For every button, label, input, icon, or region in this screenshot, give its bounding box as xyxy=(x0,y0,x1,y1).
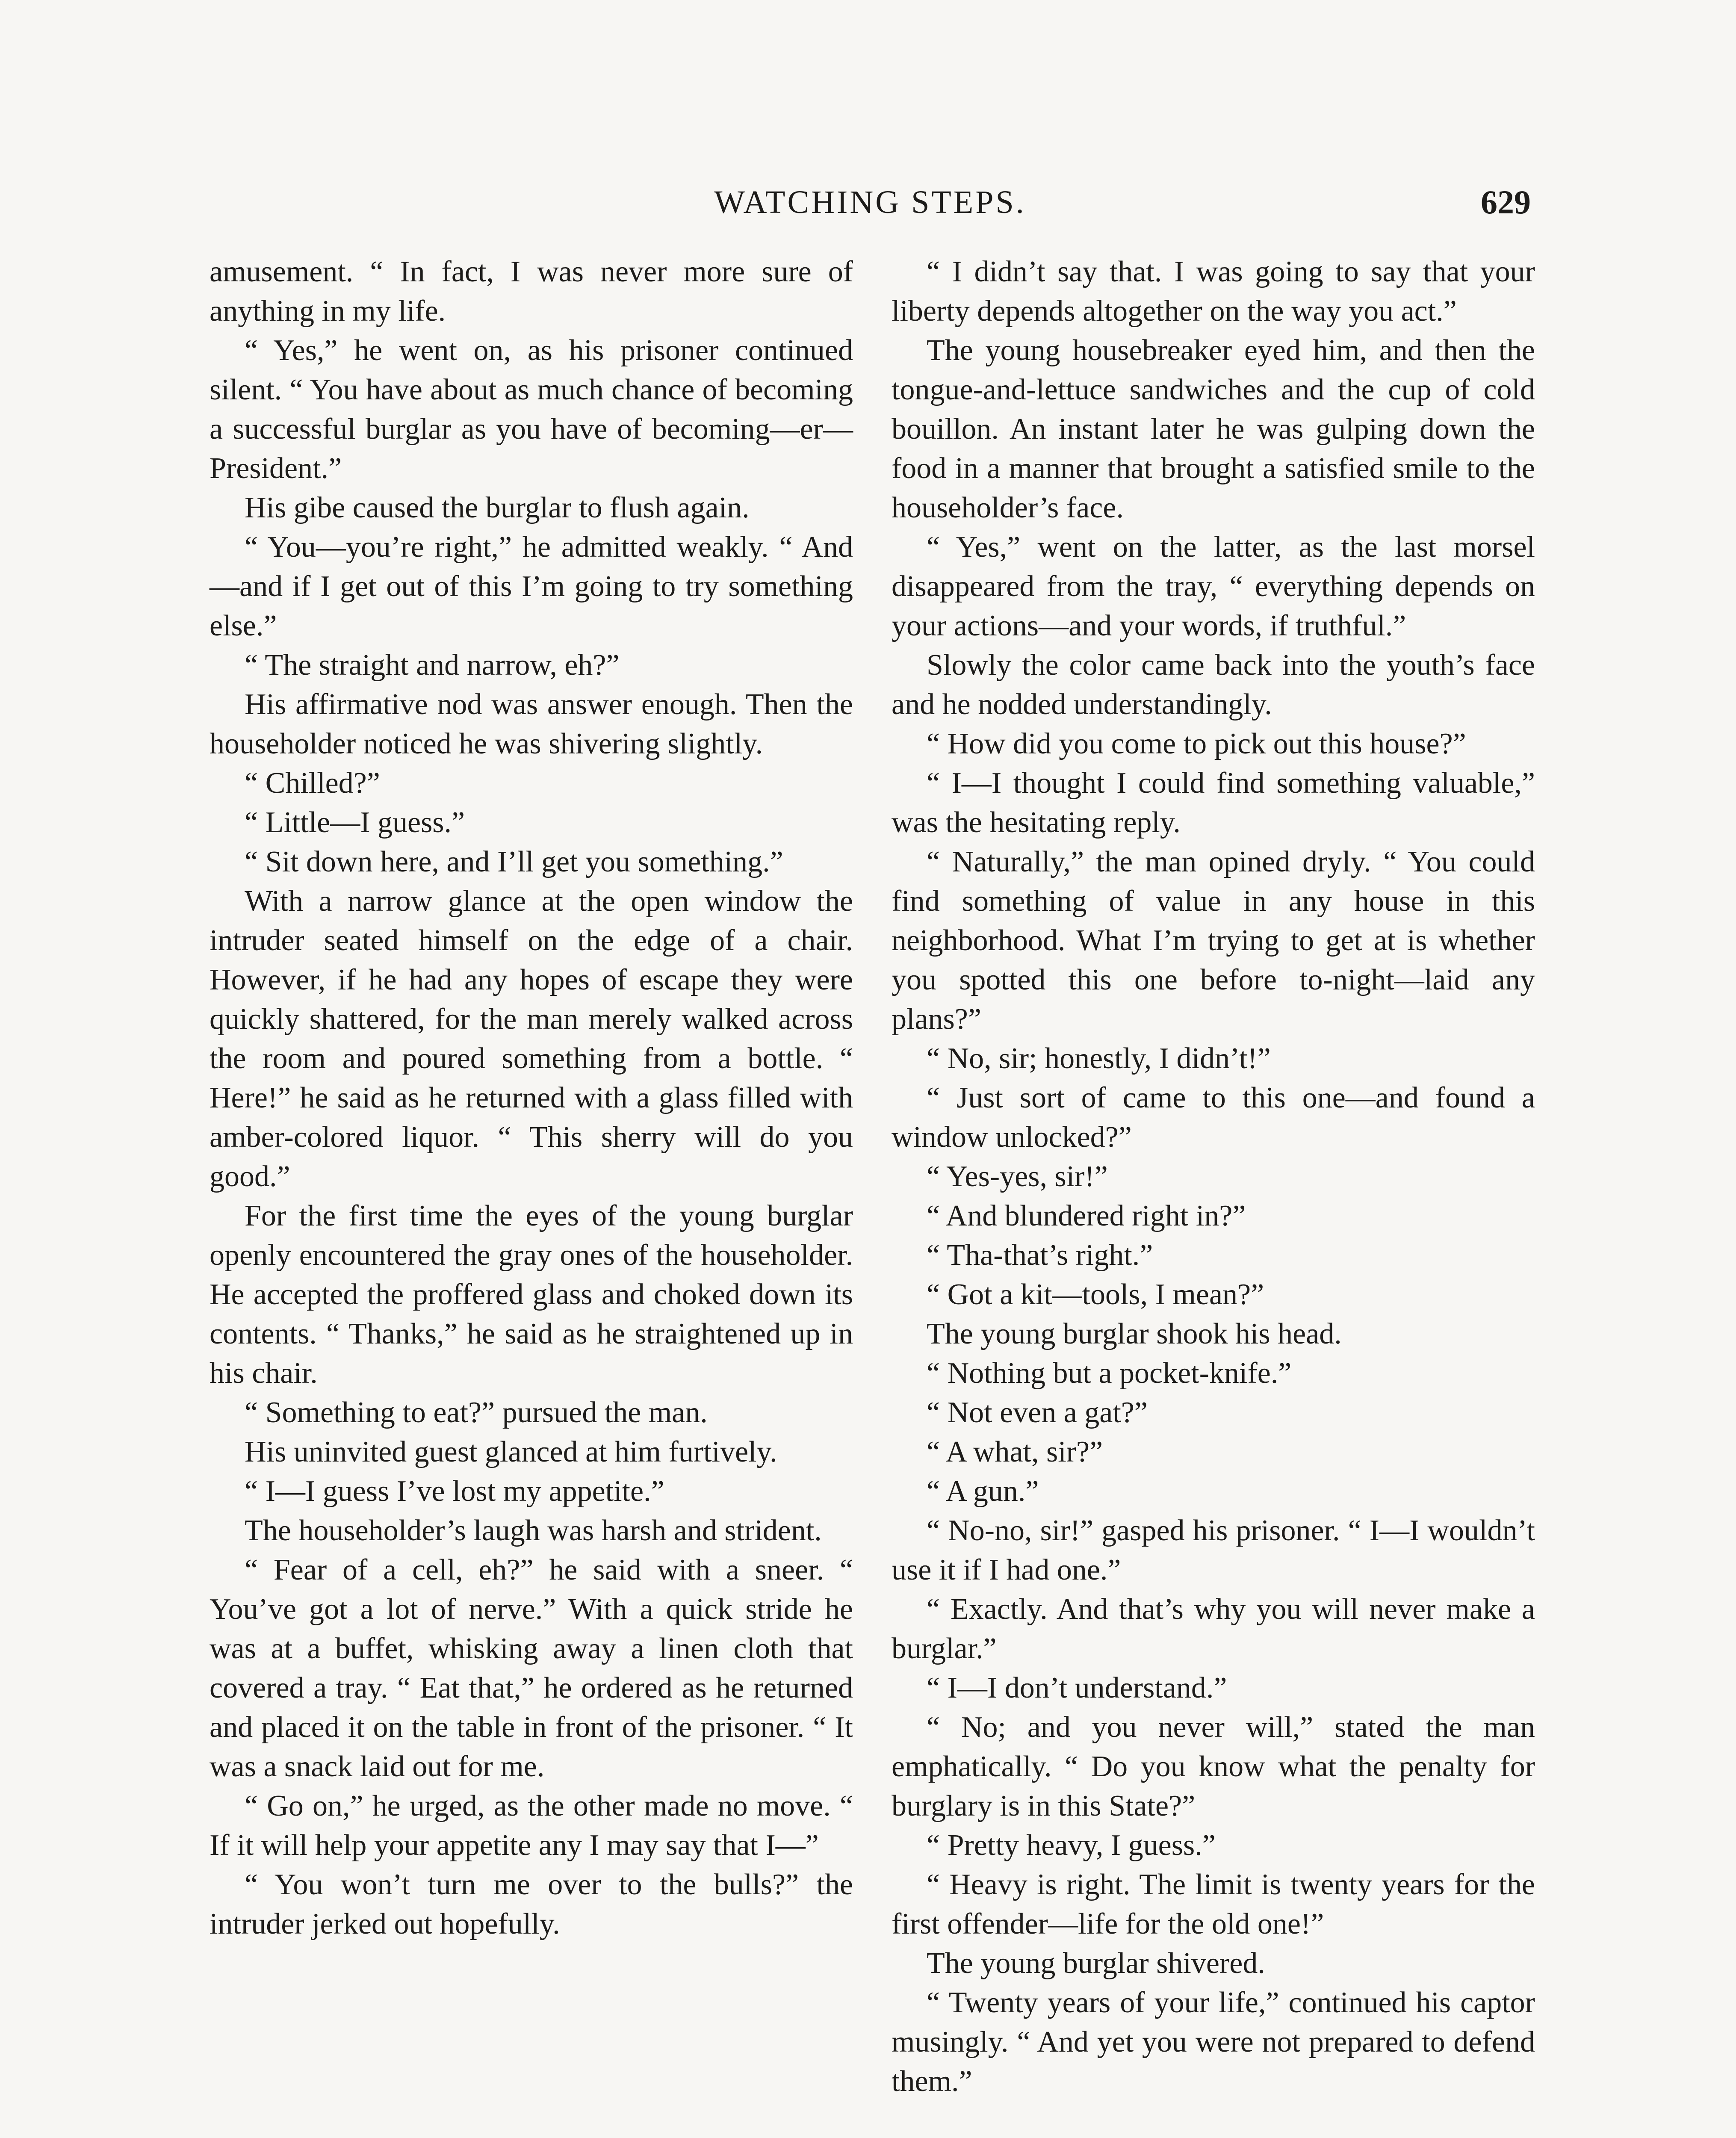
paragraph: Slowly the color came back into the youth’s face and he nodded understandingly. xyxy=(892,649,1535,721)
paragraph: “ Yes-yes, sir!” xyxy=(927,1160,1108,1193)
paragraph: “ Pretty heavy, I guess.” xyxy=(927,1829,1216,1862)
paragraph: “ No-no, sir!” gasped his prisoner. “ I—I wouldn’t use it if I had one.” xyxy=(892,1514,1535,1586)
paragraph: “ Something to eat?” pursued the man. xyxy=(245,1396,708,1429)
paragraph: “ Yes,” he went on, as his prisoner continued silent. “ You have about as much chance of becoming a successful burglar as you have of becoming—er—President.” xyxy=(210,334,853,485)
paragraph: “ A what, sir?” xyxy=(927,1435,1103,1468)
paragraph: “ No; and you never will,” stated the man emphatically. “ Do you know what the penalty for burglary is in this State?” xyxy=(892,1711,1535,1822)
page-number: 629 xyxy=(1481,183,1531,221)
paragraph: The young burglar shivered. xyxy=(927,1947,1265,1980)
paragraph: amusement. “ In fact, I was never more sure of anything in my life. xyxy=(210,255,853,328)
paragraph: “ Chilled?” xyxy=(245,767,380,800)
running-head: WATCHING STEPS. xyxy=(714,184,1026,220)
paragraph: The young burglar shook his head. xyxy=(927,1317,1342,1350)
paragraph: “ Naturally,” the man opined dryly. “ You could find something of value in any house in this neighborhood. What I’m trying to get at is whether you spotted this one before to-night—laid any plans?” xyxy=(892,845,1535,1036)
paragraph: “ Go on,” he urged, as the other made no move. “ If it will help your appetite any I may say that I—” xyxy=(210,1790,853,1862)
left-column xyxy=(210,252,853,1944)
paragraph: “ And blundered right in?” xyxy=(927,1199,1246,1232)
paragraph: “ Tha-that’s right.” xyxy=(927,1239,1153,1272)
paragraph: His gibe caused the burglar to flush again. xyxy=(245,491,750,524)
paragraph: “ The straight and narrow, eh?” xyxy=(245,649,620,682)
paragraph: The householder’s laugh was harsh and strident. xyxy=(245,1514,822,1547)
paragraph: “ Sit down here, and I’ll get you something.” xyxy=(245,845,783,878)
paragraph: “ I—I don’t understand.” xyxy=(927,1671,1227,1704)
paragraph: “ Yes,” went on the latter, as the last morsel disappeared from the tray, “ everything depends on your actions—and your words, if truthful.” xyxy=(892,531,1535,642)
paragraph: “ Twenty years of your life,” continued his captor musingly. “ And yet you were not prepared to defend them.” xyxy=(892,1986,1535,2098)
paragraph: With a narrow glance at the open window the intruder seated himself on the edge of a chair. However, if he had any hopes of escape they were quickly shattered, for the man merely walked across the room and poured something from a bottle. “ Here!” he said as he returned with a glass filled with amber-colored liquor. “ This sherry will do you good.” xyxy=(210,885,853,1193)
right-column xyxy=(892,252,1535,2101)
paragraph: “ A gun.” xyxy=(927,1475,1039,1508)
paragraph: “ Exactly. And that’s why you will never make a burglar.” xyxy=(892,1593,1535,1665)
page-header xyxy=(210,179,1531,226)
paragraph: “ I—I thought I could find something valuable,” was the hesitating reply. xyxy=(892,767,1535,839)
paragraph: “ You—you’re right,” he admitted weakly. “ And—and if I get out of this I’m going to try something else.” xyxy=(210,531,853,642)
paragraph: “ Just sort of came to this one—and found a window unlocked?” xyxy=(892,1081,1535,1154)
paragraph: “ No, sir; honestly, I didn’t!” xyxy=(927,1042,1271,1075)
paragraph: His affirmative nod was answer enough. Then the householder noticed he was shivering slightly. xyxy=(210,688,853,760)
paragraph: “ Little—I guess.” xyxy=(245,806,465,839)
paragraph: “ You won’t turn me over to the bulls?” the intruder jerked out hopefully. xyxy=(210,1868,853,1940)
paragraph: “ Fear of a cell, eh?” he said with a sneer. “ You’ve got a lot of nerve.” With a quick stride he was at a buffet, whisking away a linen cloth that covered a tray. “ Eat that,” he ordered as he returned and placed it on the table in front of the prisoner. “ It was a snack laid out for me. xyxy=(210,1553,853,1783)
paragraph: The young housebreaker eyed him, and then the tongue-and-lettuce sandwiches and the cup of cold bouillon. An instant later he was gulping down the food in a manner that brought a satisfied smile to the householder’s face. xyxy=(892,334,1535,524)
paragraph: “ How did you come to pick out this house?” xyxy=(927,727,1466,760)
paragraph: “ Got a kit—tools, I mean?” xyxy=(927,1278,1264,1311)
paragraph: “ Nothing but a pocket-knife.” xyxy=(927,1357,1292,1390)
paragraph: “ I—I guess I’ve lost my appetite.” xyxy=(245,1475,664,1508)
paragraph: For the first time the eyes of the young burglar openly encountered the gray ones of the householder. He accepted the proffered glass and choked down its contents. “ Thanks,” he said as he straightened up in his chair. xyxy=(210,1199,853,1390)
paragraph: “ I didn’t say that. I was going to say that your liberty depends altogether on the way you act.” xyxy=(892,255,1535,328)
paragraph: “ Not even a gat?” xyxy=(927,1396,1148,1429)
paragraph: His uninvited guest glanced at him furtively. xyxy=(245,1435,777,1468)
paragraph: “ Heavy is right. The limit is twenty years for the first offender—life for the old one!” xyxy=(892,1868,1535,1940)
